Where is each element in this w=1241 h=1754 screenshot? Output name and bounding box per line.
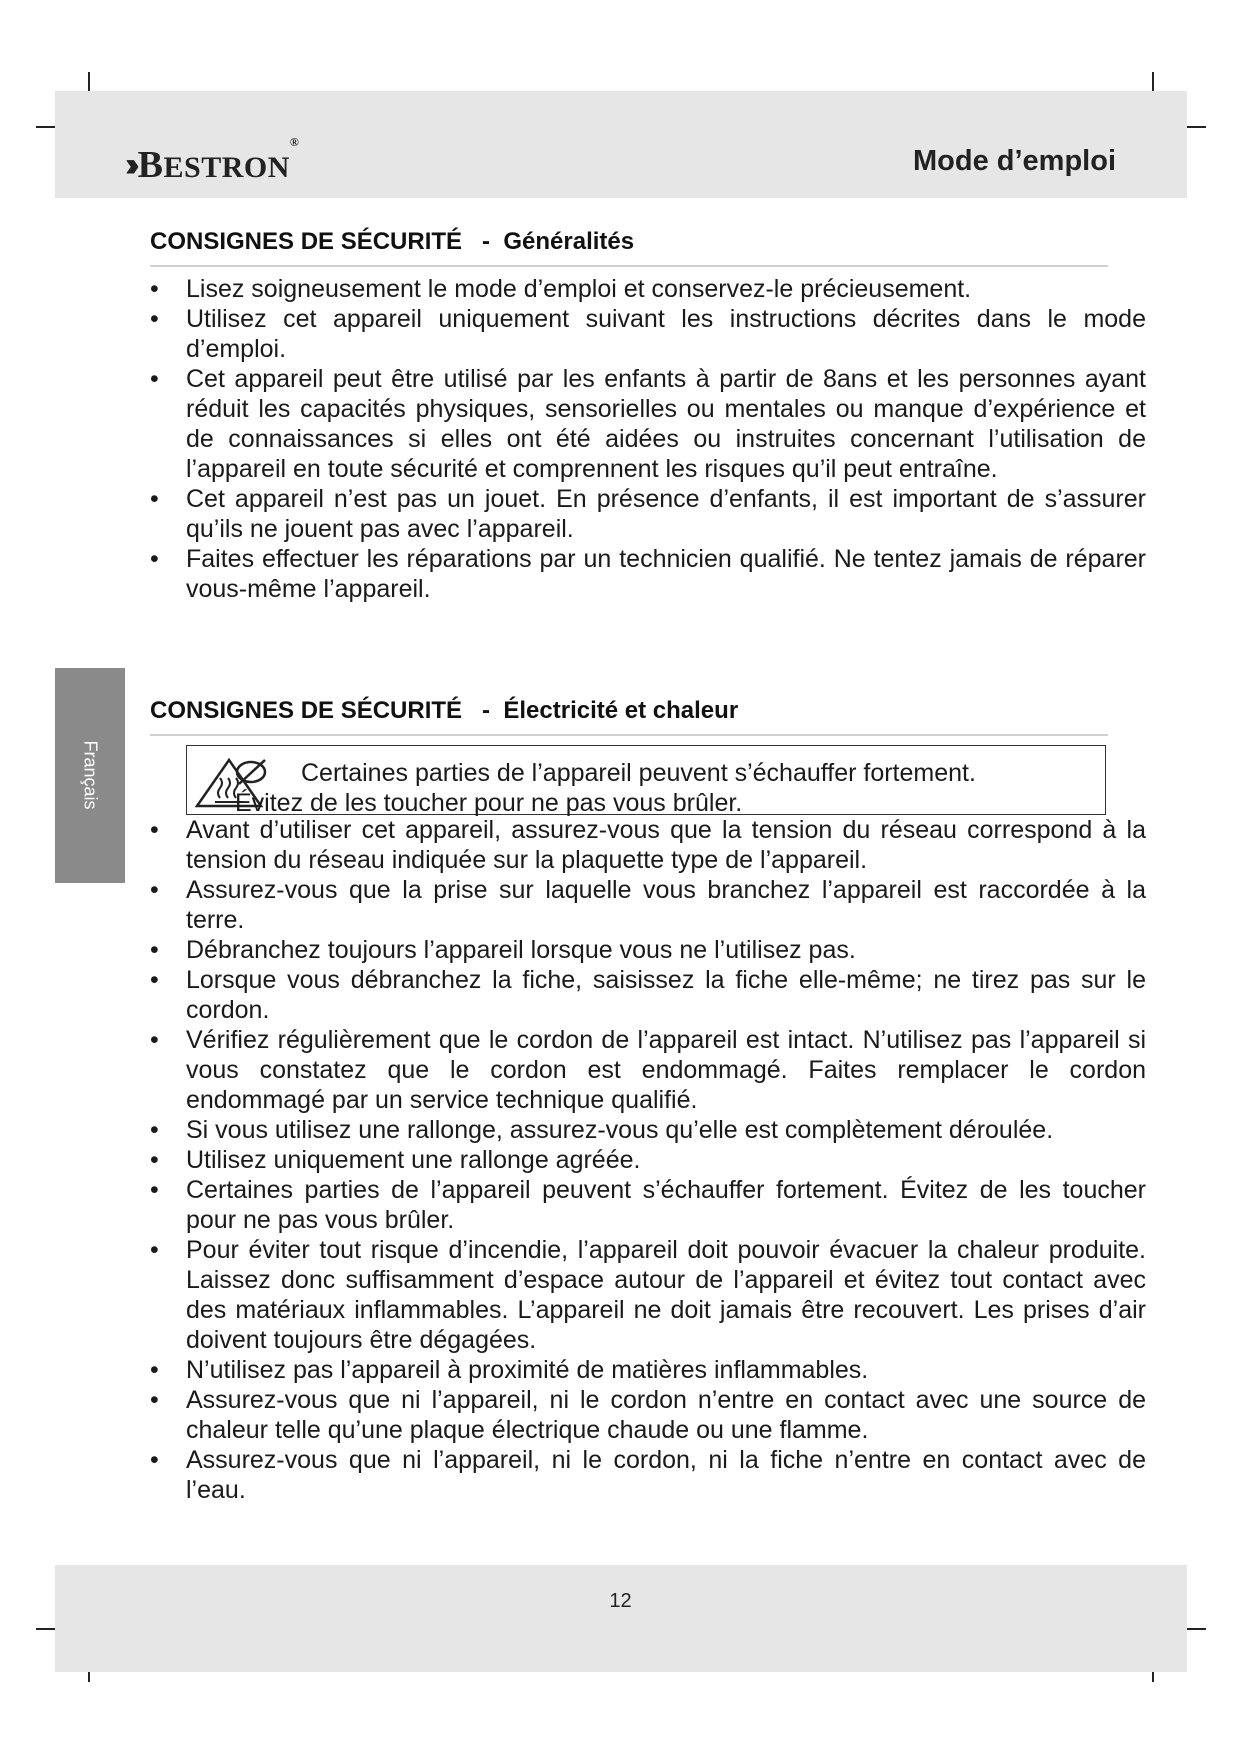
list-item: • Certaines parties de l’appareil peuvent s’échauffer fortement. Évitez de les toucher pour ne pas vous brûler. [150, 1175, 1146, 1235]
warning-text [235, 758, 976, 818]
section-divider [150, 265, 1108, 267]
hot-surface-warning-box [186, 745, 1106, 815]
page-number: 12 [609, 1590, 632, 1612]
language-tab-label: Français [80, 740, 101, 810]
footer-band [55, 1565, 1187, 1672]
logo-wordmark: BESTRON® [137, 135, 300, 186]
list-item: • N’utilisez pas l’appareil à proximité de matières inflammables. [150, 1355, 1146, 1385]
list-item: • Assurez-vous que la prise sur laquelle vous branchez l’appareil est raccordée à la terre. [150, 875, 1146, 935]
list-item: • Pour éviter tout risque d’incendie, l’appareil doit pouvoir évacuer la chaleur produite. Laissez donc suffisamment d’espace autour de l’appareil et évitez tout contact avec des matériaux inflammables. L’appareil ne doit jamais être recouvert. Les prises d’air doivent toujours être dégagées. [150, 1235, 1146, 1355]
list-item: • Si vous utilisez une rallonge, assurez-vous qu’elle est complètement déroulée. [150, 1115, 1146, 1145]
list-item: • Assurez-vous que ni l’appareil, ni le cordon, ni la fiche n’entre en contact avec de l’eau. [150, 1445, 1146, 1505]
list-item: • Cet appareil peut être utilisé par les enfants à partir de 8ans et les personnes ayant réduit les capacités physiques, sensorielles ou mentales ou manque d’expérience et de connaissances si elles ont été aidées ou instruites concernant l’utilisation de l’appareil en toute sécurité et comprennent les risques qu’il peut entraîne. [150, 364, 1146, 484]
general-safety-list [150, 274, 1146, 604]
electricity-safety-list [150, 815, 1146, 1505]
list-item: • Avant d’utiliser cet appareil, assurez-vous que la tension du réseau correspond à la tension du réseau indiquée sur la plaquette type de l’appareil. [150, 815, 1146, 875]
warning-line-1: Certaines parties de l’appareil peuvent s’échauffer fortement. [301, 759, 976, 787]
list-item: • Débranchez toujours l’appareil lorsque vous ne l’utilisez pas. [150, 935, 1146, 965]
list-item: • Utilisez cet appareil uniquement suivant les instructions décrites dans le mode d’emploi. [150, 304, 1146, 364]
list-item: • Assurez-vous que ni l’appareil, ni le cordon n’entre en contact avec une source de chaleur telle qu’une plaque électrique chaude ou une flamme. [150, 1385, 1146, 1445]
section-title-general: CONSIGNES DE SÉCURITÉ - Généralités [150, 228, 635, 255]
list-item: • Faites effectuer les réparations par un technicien qualifié. Ne tentez jamais de réparer vous-même l’appareil. [150, 544, 1146, 604]
list-item: • Lorsque vous débranchez la fiche, saisissez la fiche elle-même; ne tirez pas sur le cordon. [150, 965, 1146, 1025]
list-item: • Vérifiez régulièrement que le cordon de l’appareil est intact. N’utilisez pas l’appareil si vous constatez que le cordon est endommagé. Faites remplacer le cordon endommagé par un service technique qualifié. [150, 1025, 1146, 1115]
warning-line-2: Évitez de les toucher pour ne pas vous brûler. [235, 789, 743, 817]
page-header-title: Mode d’emploi [913, 145, 1116, 177]
list-item: • Lisez soigneusement le mode d’emploi et conservez-le précieusement. [150, 274, 1146, 304]
list-item: • Cet appareil n’est pas un jouet. En présence d’enfants, il est important de s’assurer qu’ils ne jouent pas avec l’appareil. [150, 484, 1146, 544]
list-item: • Utilisez uniquement une rallonge agréée. [150, 1145, 1146, 1175]
section-title-electricity: CONSIGNES DE SÉCURITÉ - Électricité et chaleur [150, 697, 739, 724]
brand-logo [125, 135, 300, 186]
section-divider [150, 734, 1108, 736]
logo-chevrons-icon: ›› [125, 146, 132, 184]
